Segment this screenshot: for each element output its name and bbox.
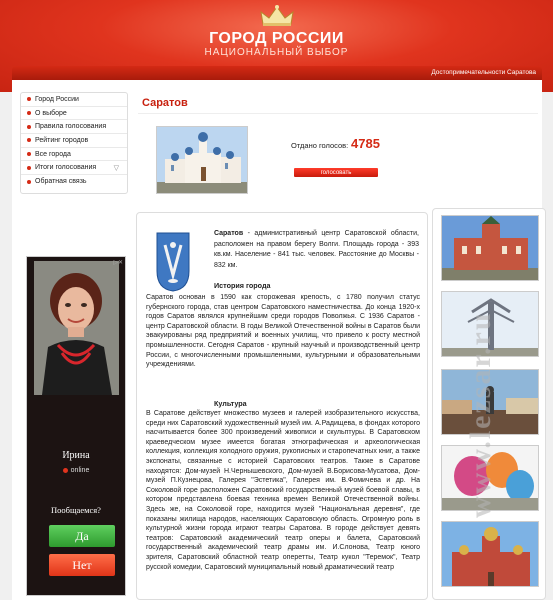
- header-bar: [12, 66, 542, 80]
- nav-item-rating[interactable]: [21, 134, 127, 148]
- bullet-icon: [27, 97, 31, 101]
- nav-item-home[interactable]: [21, 93, 127, 107]
- culture-title: Культура: [214, 399, 247, 408]
- dating-ad[interactable]: [26, 256, 126, 596]
- nav-item-label: Обратная связь: [35, 178, 87, 186]
- nav-item-label: Правила голосования: [35, 123, 107, 131]
- coat-of-arms-icon: [155, 231, 191, 293]
- culture-text: В Саратове действует множество музеев и галерей изобразительного искусства, среди них Саратовский художественный музей им. А.Радищева, в фондах которого насчитывается более 300 произведений живописи и скульптуры. В Саратовском краеведческом музее имеется богатая этнографическая и археологическая коллекция, коллекция холодного оружия, рукописных и старопечатных книг, а также экспонаты, связанные с историей Саратовских театров. Также в Саратове находятся: Дом-музей Н.Чернышевского, Дом-музей В.Борисова-Мусатова, Дом-музей П.Кузнецова, Галерея "Эстетика", Галерея им. В.Фомичева и др. На Соколовой горе расположен Саратовский государственный музей боевой славы, в котором представлена боевая техника времен Великой Отечественной войны. Здесь же, на Соколовой горе, находится музей "Национальная деревня", где показаны жилища народов, населяющих Саратовскую область. Огромную роль в культурной жизни города играют театры Саратова. В городе действует девять театров: Саратовский академический театр оперы и балета, Саратовский государственный академический театр драмы им. И.Слонова, Театр юного зрителя, Саратовский областной театр оперетты, Театр кукол "Теремок", Театр русской комедии, Саратовский муниципальный новый драматический театр: [146, 410, 420, 571]
- city-photo: [156, 126, 248, 194]
- intro-text: - административный центр Саратовской области, расположен на правом берегу Волги. Площадь города - 393 кв.км. Население - 841 тыс. человек. Расстояние до Москвы - 832 км.: [214, 230, 419, 269]
- bullet-icon: [27, 111, 31, 115]
- ad-photo: [34, 261, 119, 395]
- bullet-icon: [27, 180, 31, 184]
- ad-close-icon[interactable]: ▷✕: [113, 260, 123, 266]
- nav-item-feedback[interactable]: [21, 175, 127, 189]
- bullet-icon: [27, 166, 31, 170]
- nav-item-all-cities[interactable]: [21, 148, 127, 162]
- bullet-icon: [27, 152, 31, 156]
- city-intro: [214, 229, 419, 271]
- watermark: www.lezsar.ru: [464, 311, 497, 519]
- site-subtitle: НАЦИОНАЛЬНЫЙ ВЫБОР: [204, 47, 349, 58]
- bullet-icon: [27, 125, 31, 129]
- attractions-link[interactable]: Достопримечательности Саратова: [431, 69, 536, 76]
- nav-item-label: О выборе: [35, 109, 67, 117]
- nav-item-rules[interactable]: [21, 120, 127, 134]
- cathedral-image: [157, 127, 248, 194]
- nav-item-label: Все города: [35, 150, 71, 158]
- vote-button[interactable]: голосовать: [294, 168, 378, 177]
- sidebar-nav: [20, 92, 128, 194]
- chevron-down-icon[interactable]: ▽: [113, 164, 119, 172]
- ad-yes-button[interactable]: Да: [49, 525, 115, 547]
- divider: [138, 113, 538, 114]
- online-status: [27, 467, 125, 474]
- online-status-label: online: [70, 467, 90, 474]
- site-title: ГОРОД РОССИИ: [209, 30, 344, 47]
- ad-name: Ирина: [62, 450, 90, 461]
- page-title: Саратов: [142, 97, 188, 109]
- intro-city-name: Саратов: [214, 230, 244, 237]
- city-article: [136, 212, 428, 600]
- nav-item-label: Рейтинг городов: [35, 136, 89, 144]
- votes-label: Отдано голосов:: [291, 141, 349, 150]
- ad-question: Пообщаемся?: [51, 505, 101, 515]
- history-title: История города: [214, 281, 271, 290]
- votes-count: 4785: [351, 136, 380, 151]
- nav-item-label: Город России: [35, 95, 79, 103]
- nav-item-label: Итоги голосования: [35, 164, 97, 172]
- ad-no-button[interactable]: Нет: [49, 554, 115, 576]
- nav-item-results[interactable]: [21, 161, 127, 175]
- bullet-icon: [27, 138, 31, 142]
- crown-icon: [257, 4, 297, 28]
- history-text: Саратов основан в 1590 как сторожевая крепость, с 1780 получил статус губернского города, став центром Саратовского наместничества. До конца 1920-х годов Саратов являлся крупнейшим среди городов Поволжья. С 1936 Саратов - центр Саратовской области. В годы Великой Отечественной войны в Саратов были эвакуированы ряд предприятий и военных училищ, что привело к росту местной промышленности. Сегодня Саратов - крупный научный и производственный центр России, с многочисленными промышленными, культурными и образовательными учреждениями.: [146, 294, 420, 369]
- nav-item-about[interactable]: [21, 107, 127, 121]
- online-dot-icon: [63, 468, 68, 473]
- site-header: [0, 0, 553, 92]
